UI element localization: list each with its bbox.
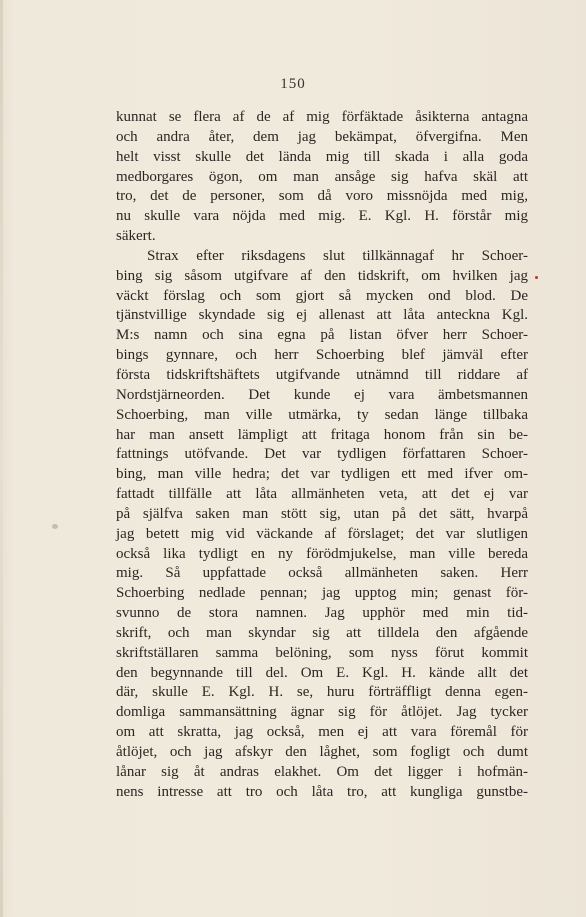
text-line: tjänstvillige skyndade sig ej allenast att låta anteckna Kgl. [116, 307, 528, 324]
text-line: har man ansett lämpligt att fritaga honom från sin be- [116, 426, 528, 443]
text-line: bing sig såsom utgifvare af den tidskrift, om hvilken jag [116, 267, 528, 284]
text-line: jag betett mig vid väckande af förslaget; det var slutligen [116, 525, 528, 542]
text-line: fattnings utöfvande. Det var tydligen författaren Schoer- [116, 446, 528, 463]
text-line: säkert. [116, 228, 156, 245]
text-line: tro, det de personer, som då voro missnöjda med mig, [116, 188, 528, 205]
text-line: medborgares ögon, om man ansåge sig hafva skäl att [116, 168, 528, 185]
text-line: och andra åter, dem jag bekämpat, öfvergifna. Men [116, 128, 528, 145]
text-line: Schoerbing nedlade pennan; jag upptog min; genast för- [116, 585, 528, 602]
text-line: den begynnande till del. Om E. Kgl. H. kände allt det [116, 664, 528, 681]
text-line: M:s namn och sina egna på listan öfver herr Schoer- [116, 327, 528, 344]
body-text [116, 108, 528, 803]
text-line: nu skulle vara nöjda med mig. E. Kgl. H. förstår mig [116, 208, 528, 225]
margin-mark [535, 276, 538, 279]
text-line: svunno de stora namnen. Jag upphör med min tid- [116, 605, 528, 622]
text-line: bings gynnare, och herr Schoerbing blef jämväl efter [116, 347, 528, 364]
text-line: om att skratta, jag också, men ej att vara föremål för [116, 724, 528, 741]
text-line: helt visst skulle det lända mig till skada i alla goda [116, 148, 528, 165]
text-line: åtlöjet, och jag afskyr den låghet, som fogligt och dumt [116, 744, 528, 760]
page-number: 150 [280, 76, 306, 92]
text-line: skriftställaren samma belöning, som nyss förut kommit [116, 644, 528, 661]
text-line: Nordstjärneorden. Det kunde ej vara ämbetsmannen [116, 386, 528, 403]
text-line: lånar sig åt andras elakhet. Om det ligger i hofmän- [116, 763, 528, 780]
text-line: domliga sammansättning ägnar sig för åtlöjet. Jag tycker [116, 704, 528, 721]
page-binding-edge [0, 0, 3, 917]
text-line: nens intresse att tro och låta tro, att kungliga gunstbe- [116, 783, 528, 800]
text-line: Schoerbing, man ville utmärka, ty sedan länge tillbaka [116, 406, 528, 423]
text-line: första tidskriftshäftets utgifvande utnämnd till riddare af [116, 366, 528, 383]
text-line: fattadt tillfälle att låta allmänheten veta, att det ej var [116, 486, 528, 503]
text-line: väckt förslag och som gjort så mycken ond blod. De [116, 287, 528, 304]
text-line: kunnat se flera af de af mig förfäktade åsikterna antagna [116, 109, 528, 125]
text-line: Strax efter riksdagens slut tillkännagaf hr Schoer- [147, 247, 528, 264]
text-line: skrift, och man skyndar sig att tilldela den afgående [116, 624, 528, 641]
text-line: mig. Så uppfattade också allmänheten saken. Herr [116, 565, 528, 582]
text-line: där, skulle E. Kgl. H. se, huru förträffligt denna egen- [116, 684, 528, 701]
text-line: också lika tydligt en ny förödmjukelse, man ville bereda [116, 545, 528, 562]
paper-smudge [52, 524, 58, 529]
text-line: bing, man ville hedra; det var tydligen ett med ifver om- [116, 466, 528, 483]
text-line: på själfva saken man stött sig, utan på det sätt, hvarpå [116, 505, 528, 522]
